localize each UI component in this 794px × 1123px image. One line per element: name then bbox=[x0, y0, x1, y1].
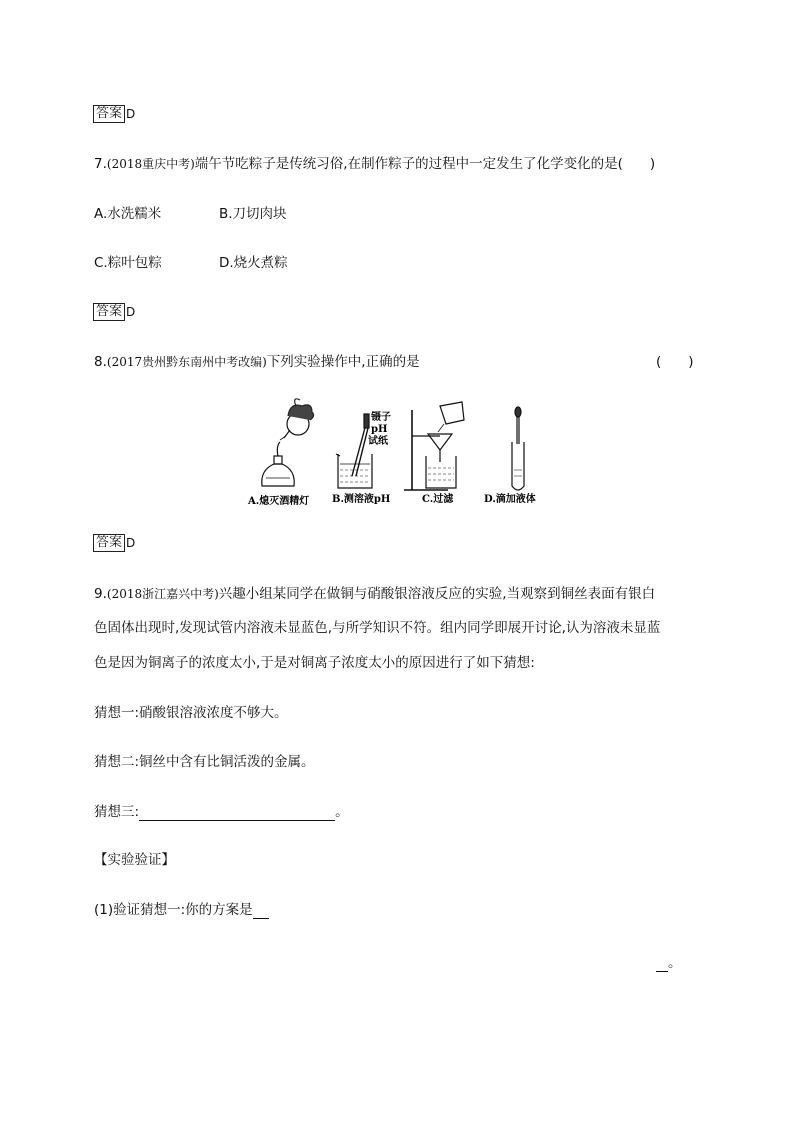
answer-8 bbox=[93, 534, 135, 552]
question-9-line3: 色是因为铜离子的浓度太小,于是对铜离子浓度太小的原因进行了如下猜想: bbox=[94, 655, 535, 671]
option-b: B.刀切肉块 bbox=[219, 206, 287, 222]
question-9-line2: 色固体出现时,发现试管内溶液未显蓝色,与所学知识不符。组内同学即展开讨论,认为溶液未显蓝 bbox=[94, 620, 661, 636]
answer-label: 答案 bbox=[93, 105, 125, 123]
section-heading: 【实验验证】 bbox=[94, 852, 175, 868]
question-number: 8. bbox=[94, 354, 107, 370]
alcohol-lamp-illustration bbox=[262, 399, 314, 486]
period: 。 bbox=[668, 955, 682, 971]
question-8-stem bbox=[94, 353, 420, 371]
label-tweezers: 镊子 bbox=[371, 412, 391, 423]
question-number: 9. bbox=[94, 586, 107, 602]
question-source: (2018重庆中考) bbox=[106, 157, 195, 171]
verify-1-blank[interactable] bbox=[253, 904, 269, 919]
option-a: A.水洗糯米 bbox=[94, 206, 162, 222]
verify-1-text: (1)验证猜想一:你的方案是 bbox=[94, 902, 253, 918]
caption-b: B.测溶液pH bbox=[332, 494, 391, 505]
guess-2: 猜想二:铜丝中含有比铜活泼的金属。 bbox=[94, 754, 315, 770]
answer-label: 答案 bbox=[93, 534, 125, 552]
label-test-paper: 试纸 bbox=[368, 436, 388, 447]
answer-label: 答案 bbox=[93, 303, 125, 321]
ph-test-illustration bbox=[336, 414, 372, 488]
verify-1 bbox=[94, 901, 269, 919]
answer-value: D bbox=[126, 536, 136, 550]
question-9-line1 bbox=[94, 585, 655, 603]
option-d: D.烧火煮粽 bbox=[219, 255, 288, 271]
answer-7 bbox=[93, 303, 135, 321]
answer-6 bbox=[93, 105, 135, 123]
option-c: C.粽叶包粽 bbox=[94, 255, 162, 271]
verify-1-end bbox=[656, 954, 682, 972]
question-source: (2017贵州黔东南州中考改编) bbox=[106, 355, 267, 369]
dropper-illustration bbox=[512, 407, 524, 490]
label-ph: pH bbox=[371, 424, 388, 435]
caption-c: C.过滤 bbox=[422, 494, 454, 505]
caption-a: A.熄灭酒精灯 bbox=[248, 496, 310, 507]
period: 。 bbox=[335, 804, 349, 820]
guess-3-label: 猜想三: bbox=[94, 804, 140, 820]
caption-d: D.滴加液体 bbox=[484, 494, 536, 505]
filtration-illustration bbox=[404, 402, 464, 490]
answer-bracket: ( ) bbox=[656, 354, 694, 370]
question-text: 下列实验操作中,正确的是 bbox=[266, 354, 420, 370]
question-text: 兴趣小组某同学在做铜与硝酸银溶液反应的实验,当观察到铜丝表面有银白 bbox=[218, 586, 656, 602]
answer-value: D bbox=[126, 107, 136, 121]
guess-3-blank[interactable] bbox=[139, 806, 335, 821]
question-text: 端午节吃粽子是传统习俗,在制作粽子的过程中一定发生了化学变化的是( ) bbox=[194, 156, 656, 172]
answer-value: D bbox=[126, 305, 136, 319]
guess-1: 猜想一:硝酸银溶液浓度不够大。 bbox=[94, 705, 288, 721]
lab-operations-figure bbox=[240, 398, 560, 510]
guess-3 bbox=[94, 803, 349, 821]
question-source: (2018浙江嘉兴中考) bbox=[106, 587, 219, 601]
question-7-stem bbox=[94, 155, 655, 173]
question-number: 7. bbox=[94, 156, 107, 172]
verify-1-end-blank[interactable] bbox=[656, 957, 668, 972]
